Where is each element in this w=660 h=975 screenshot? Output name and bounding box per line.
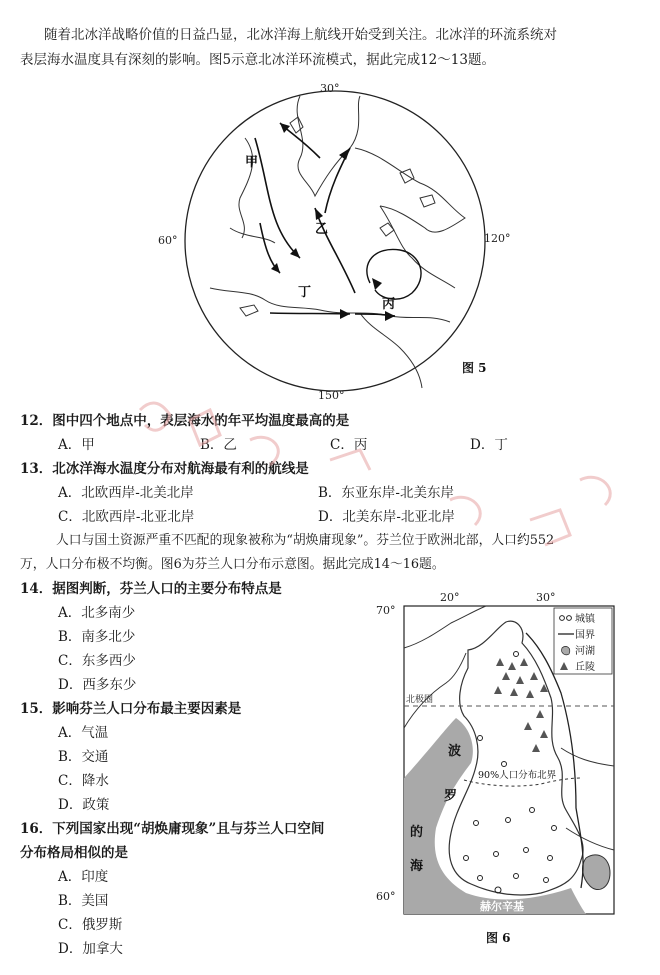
fig5-lon-right: 120° [484, 232, 511, 245]
q13-option-c[interactable]: C．北欧西岸-北亚北岸 [58, 509, 195, 525]
q16-option-a[interactable]: A．印度 [58, 869, 109, 885]
fig6-lon-20: 20° [440, 591, 460, 604]
fig5-label-ding: 丁 [298, 285, 312, 300]
q14-option-a[interactable]: A．北多南少 [58, 605, 136, 621]
q14-stem: 14．据图判断，芬兰人口的主要分布特点是 [20, 581, 282, 597]
q13-option-a[interactable]: A．北欧西岸-北美北岸 [58, 485, 194, 501]
q12-option-c[interactable]: C．丙 [330, 437, 368, 453]
fig6-capital-label: 赫尔辛基 [480, 900, 524, 913]
q13-stem: 13．北冰洋海水温度分布对航海最有利的航线是 [20, 461, 309, 477]
fig6-sea-char-2: 罗 [444, 789, 458, 804]
fig5-label-bing: 丙 [382, 297, 396, 312]
fig6-legend-town: 城镇 [575, 614, 595, 625]
fig6-boundary-label: 90%人口分布北界 [478, 770, 557, 781]
q16-option-b[interactable]: B．美国 [58, 893, 109, 909]
q13-option-d[interactable]: D．北美东岸-北亚北岸 [318, 509, 455, 525]
q12-option-d[interactable]: D．丁 [470, 437, 508, 453]
fig6-lat-60: 60° [376, 890, 396, 903]
fig6-legend-lake: 河湖 [575, 646, 595, 657]
fig6-sea-char-4: 海 [410, 859, 424, 874]
intro-line-1: 随着北冰洋战略价值的日益凸显，北冰洋海上航线开始受到关注。北冰洋的环流系统对 [44, 27, 557, 43]
q14-option-b[interactable]: B．南多北少 [58, 629, 136, 645]
fig5-label-jia: 甲 [245, 155, 259, 170]
q15-stem: 15．影响芬兰人口分布最主要因素是 [20, 701, 242, 717]
q15-option-a[interactable]: A．气温 [58, 725, 109, 741]
fig6-sea-char-1: 波 [448, 744, 462, 759]
fig6-lon-30: 30° [536, 591, 556, 604]
fig5-lon-bottom: 150° [318, 389, 345, 402]
q12-option-a[interactable]: A．甲 [58, 437, 95, 453]
fig5-lon-left: 60° [158, 234, 178, 247]
intro2-line-2: 万，人口分布极不均衡。图6为芬兰人口分布示意图。据此完成14～16题。 [20, 557, 445, 572]
fig6-caption: 图 6 [486, 931, 511, 945]
fig6-legend-border: 国界 [575, 630, 595, 641]
fig5-label-yi: 乙 [315, 222, 329, 237]
fig5-caption: 图 5 [462, 361, 487, 375]
watermark-stamp [130, 380, 630, 580]
q15-option-d[interactable]: D．政策 [58, 797, 110, 813]
figure-6-map [376, 588, 646, 953]
fig6-legend-hill: 丘陵 [575, 662, 595, 673]
q12-stem: 12．图中四个地点中，表层海水的年平均温度最高的是 [20, 413, 350, 429]
fig5-lon-top: 30° [320, 82, 340, 95]
q16-option-d[interactable]: D．加拿大 [58, 941, 123, 957]
intro2-line-1: 人口与国土资源严重不匹配的现象被称为“胡焕庸现象”。芬兰位于欧洲北部，人口约552 [56, 533, 555, 548]
q16-option-c[interactable]: C．俄罗斯 [58, 917, 123, 933]
q15-option-c[interactable]: C．降水 [58, 773, 109, 789]
intro-line-2: 表层海水温度具有深刻的影响。图5示意北冰洋环流模式，据此完成12～13题。 [20, 52, 495, 68]
fig6-sea-char-3: 的 [410, 825, 424, 840]
q14-option-c[interactable]: C．东多西少 [58, 653, 136, 669]
q16-stem-line-1: 16．下列国家出现“胡焕庸现象”且与芬兰人口空间 [20, 821, 325, 837]
figure-5-map [150, 78, 520, 408]
q12-option-b[interactable]: B．乙 [200, 437, 237, 453]
q15-option-b[interactable]: B．交通 [58, 749, 109, 765]
q14-option-d[interactable]: D．西多东少 [58, 677, 137, 693]
q16-stem-line-2: 分布格局相似的是 [20, 845, 128, 861]
lake-icon [562, 646, 570, 654]
fig6-arctic-circle: 北极圈 [406, 695, 434, 705]
q13-option-b[interactable]: B．东亚东岸-北美东岸 [318, 485, 454, 501]
fig6-lat-70: 70° [376, 604, 396, 617]
